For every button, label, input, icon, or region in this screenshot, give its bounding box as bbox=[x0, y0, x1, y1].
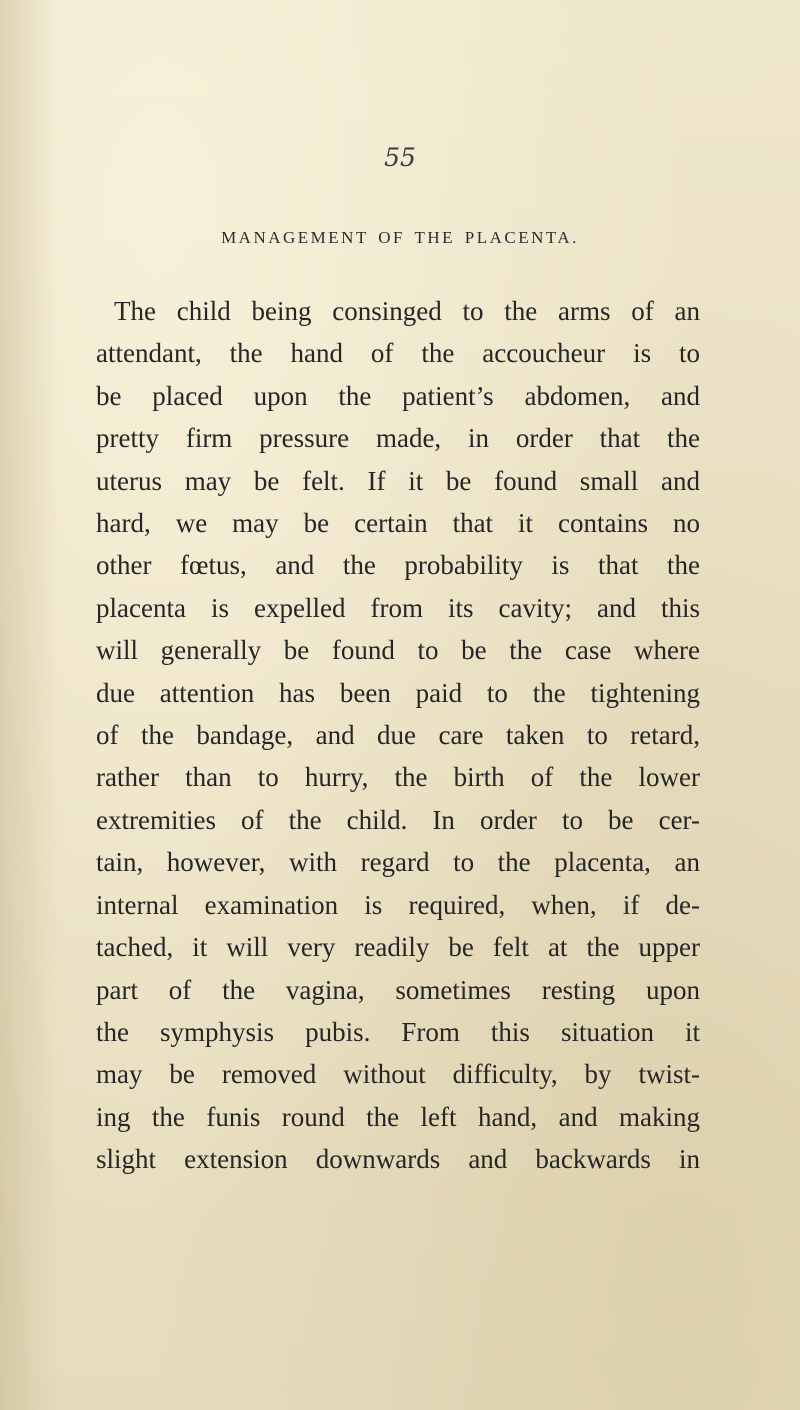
text-line: attendant, the hand of the accoucheur is to bbox=[96, 338, 700, 369]
text-line: uterus may be felt. If it be found small and bbox=[96, 465, 700, 496]
text-line: be placed upon the patient’s abdomen, and bbox=[96, 380, 700, 411]
text-line: rather than to hurry, the birth of the lower bbox=[96, 762, 700, 793]
text-line: due attention has been paid to the tightening bbox=[96, 677, 700, 708]
text-line: slight extension downwards and backwards in bbox=[96, 1144, 700, 1175]
text-line: ing the funis round the left hand, and making bbox=[96, 1101, 700, 1132]
text-line: tain, however, with regard to the placenta, an bbox=[96, 847, 700, 878]
text-line: The child being consinged to the arms of an bbox=[114, 296, 700, 326]
page-number: 55 bbox=[384, 143, 416, 172]
running-head: MANAGEMENT OF THE PLACENTA. bbox=[221, 228, 579, 247]
body-paragraph bbox=[96, 290, 700, 1181]
text-line: extremities of the child. In order to be cer- bbox=[96, 804, 700, 835]
text-line: tached, it will very readily be felt at the upper bbox=[96, 932, 700, 963]
text-line: will generally be found to be the case where bbox=[96, 635, 700, 666]
text-line: other fœtus, and the probability is that the bbox=[96, 550, 700, 581]
text-line: internal examination is required, when, if de- bbox=[96, 889, 700, 920]
text-line: part of the vagina, sometimes resting upon bbox=[96, 974, 700, 1005]
text-line: may be removed without difficulty, by twist- bbox=[96, 1059, 700, 1090]
text-line: pretty firm pressure made, in order that the bbox=[96, 423, 700, 454]
text-line: hard, we may be certain that it contains no bbox=[96, 508, 700, 539]
text-line: of the bandage, and due care taken to retard, bbox=[96, 720, 700, 751]
page-edge-shadow bbox=[0, 0, 60, 1410]
text-line: the symphysis pubis. From this situation it bbox=[96, 1016, 700, 1047]
text-line: placenta is expelled from its cavity; and this bbox=[96, 592, 700, 623]
